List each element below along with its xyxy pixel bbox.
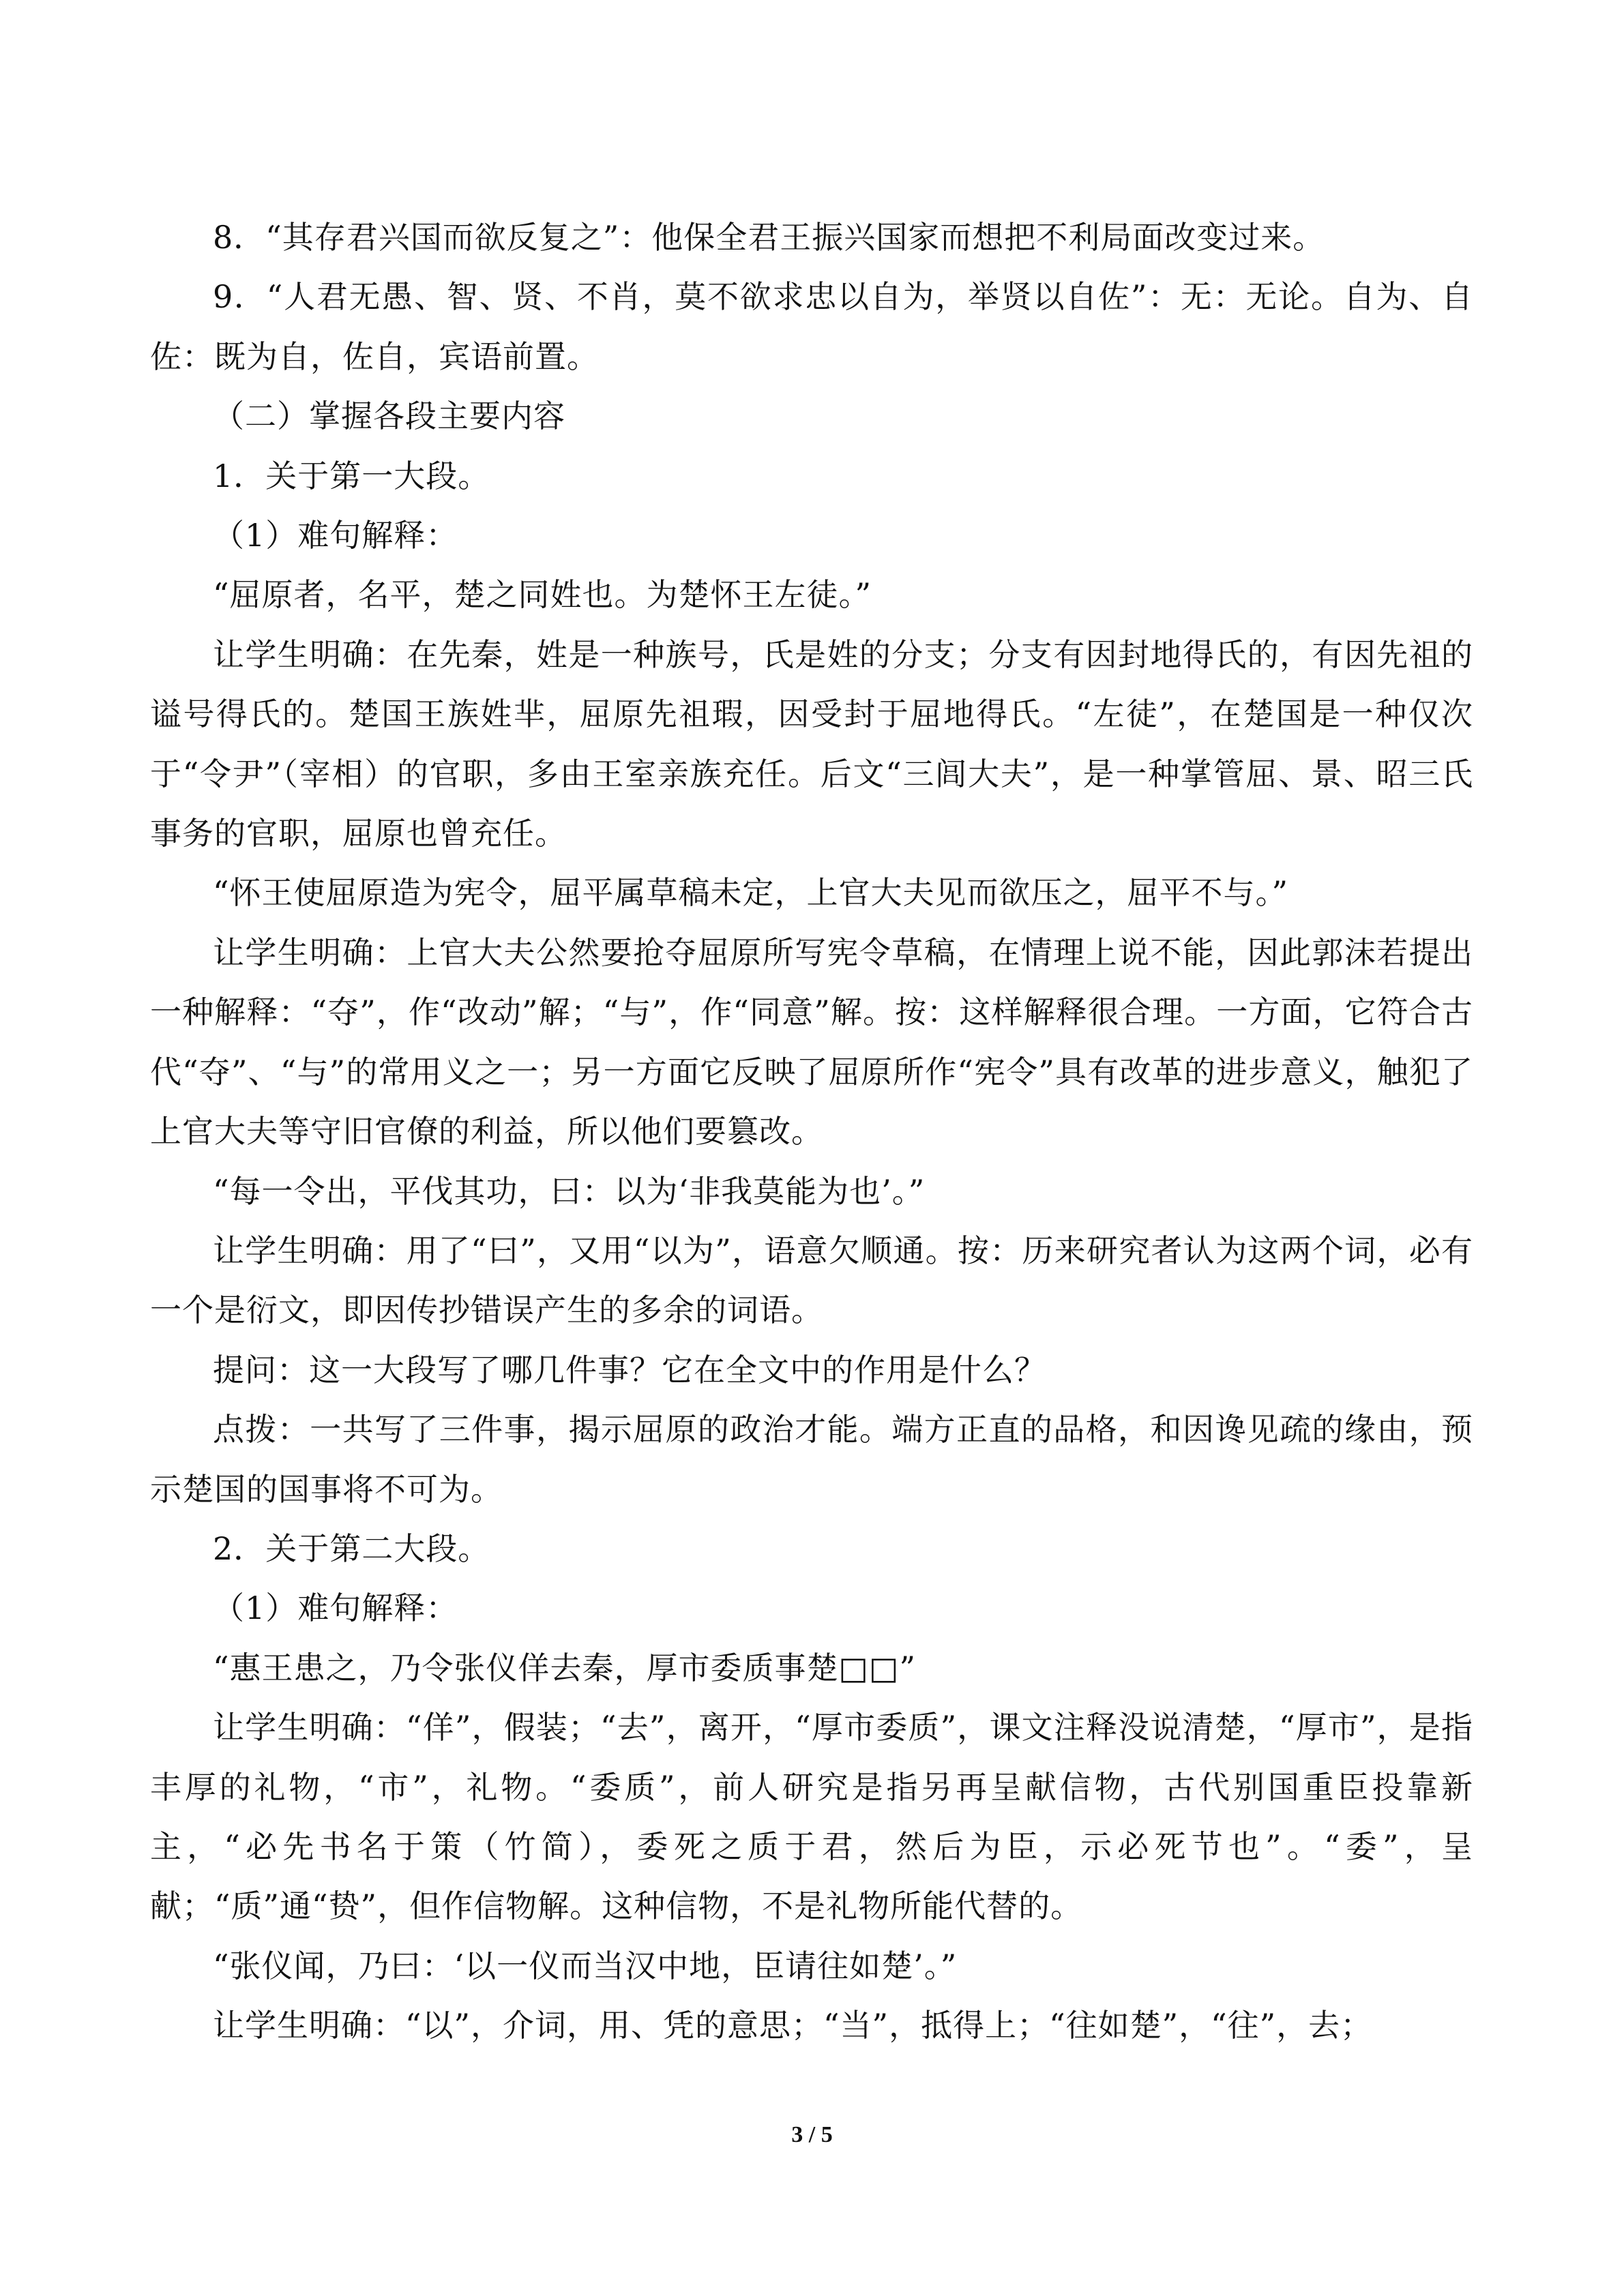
explanation-paragraph: 让学生明确：用了“曰”，又用“以为”，语意欠顺通。按：历来研究者认为这两个词，必有一个是衍文，即因传抄错误产生的多余的词语。 bbox=[150, 1232, 1473, 1329]
section-heading-main-content: （二）掌握各段主要内容 bbox=[213, 398, 565, 435]
quote-paragraph: “每一令出，平伐其功，曰：以为‘非我莫能为也’。” bbox=[213, 1172, 926, 1210]
sub-heading-difficult-sentences-2: （1）难句解释： bbox=[213, 1590, 458, 1627]
subsection-heading-part-2: 2．关于第二大段。 bbox=[213, 1530, 490, 1567]
explanation-paragraph: 让学生明确：在先秦，姓是一种族号，氏是姓的分支；分支有因封地得氏的，有因先祖的谥号得氏的。楚国王族姓芈，屈原先祖瑕，因受封于屈地得氏。“左徒”，在楚国是一种仅次于“令尹”（宰相）的官职，多由王室亲族充任。后文“三闾大夫”，是一种掌管屈、景、昭三氏事务的官职，屈原也曾充任。 bbox=[150, 636, 1473, 852]
explanation-paragraph: 让学生明确：“佯”，假装；“去”，离开，“厚市委质”，课文注释没说清楚，“厚市”，是指丰厚的礼物，“市”，礼物。“委质”，前人研究是指另再呈献信物，古代别国重臣投靠新主，“必先书名于策（竹简），委死之质于君，然后为臣，示必死节也”。“委”，呈献；“质”通“贽”，但作信物解。这种信物，不是礼物所能代替的。 bbox=[150, 1709, 1473, 1925]
sub-heading-difficult-sentences-1: （1）难句解释： bbox=[213, 517, 458, 554]
quote-paragraph: “张仪闻，乃曰：‘以一仪而当汉中地，臣请往如楚’。” bbox=[213, 1947, 958, 1984]
quote-paragraph: “屈原者，名平，楚之同姓也。为楚怀王左徒。” bbox=[213, 576, 872, 614]
quote-paragraph: “怀王使屈原造为宪令，屈平属草稿未定，上官大夫见而欲压之，屈平不与。” bbox=[213, 874, 1289, 912]
paragraph-item-9: 9．“人君无愚、智、贤、不肖，莫不欲求忠以自为，举贤以自佐”：无：无论。自为、自佐：既为自，佐自，宾语前置。 bbox=[150, 278, 1473, 375]
quote-paragraph: “惠王患之，乃令张仪佯去秦，厚市委质事楚□□” bbox=[213, 1649, 916, 1686]
page-number: 3 / 5 bbox=[791, 2122, 833, 2147]
explanation-paragraph: 让学生明确：上官大夫公然要抢夺屈原所写宪令草稿，在情理上说不能，因此郭沫若提出一种解释：“夺”，作“改动”解；“与”，作“同意”解。按：这样解释很合理。一方面，它符合古代“夺”、“与”的常用义之一；另一方面它反映了屈原所作“宪令”具有改革的进步意义，触犯了上官大夫等守旧官僚的利益，所以他们要篡改。 bbox=[150, 934, 1473, 1150]
body-text bbox=[150, 208, 1473, 2056]
question-paragraph: 提问：这一大段写了哪几件事？它在全文中的作用是什么？ bbox=[213, 1351, 1046, 1388]
paragraph-item-8: 8．“其存君兴国而欲反复之”：他保全君王振兴国家而想把不利局面改变过来。 bbox=[213, 219, 1325, 256]
subsection-heading-part-1: 1．关于第一大段。 bbox=[213, 457, 490, 494]
explanation-paragraph: 让学生明确：“以”，介词，用、凭的意思；“当”，抵得上；“往如楚”，“往”，去； bbox=[213, 2007, 1373, 2044]
guidance-paragraph: 点拨：一共写了三件事，揭示屈原的政治才能。端方正直的品格，和因谗见疏的缘由，预示楚国的国事将不可为。 bbox=[150, 1411, 1473, 1508]
